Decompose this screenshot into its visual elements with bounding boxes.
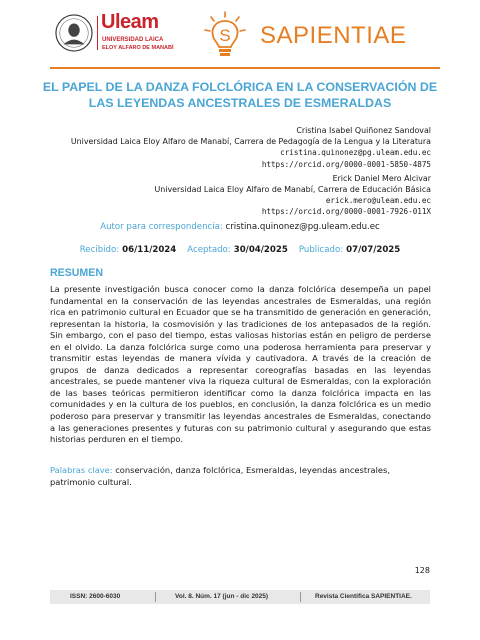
footer-volume: Vol. 8. Núm. 17 (jun - dic 2025): [175, 593, 269, 600]
dates-line: [40, 245, 440, 255]
footer-divider: [300, 592, 301, 602]
article-title: [40, 80, 440, 111]
correspondence-line: [40, 222, 440, 232]
header-rule: [50, 67, 440, 69]
keywords-line: [50, 465, 431, 488]
author-affiliation: Universidad Laica Eloy Alfaro de Manabí, Carrera de Educación Básica: [154, 185, 431, 195]
uleam-subtitle-1: UNIVERSIDAD LAICA: [102, 37, 164, 43]
page-number: 128: [414, 566, 430, 575]
author-name: Cristina Isabel Quiñonez Sandoval: [296, 126, 431, 135]
title-line-1: EL PAPEL DE LA DANZA FOLCLÓRICA EN LA CONSERVACIÓN DE: [42, 80, 438, 94]
keywords-label: Palabras clave:: [50, 465, 113, 475]
lightbulb-s-icon: [200, 10, 250, 62]
correspondence-email[interactable]: cristina.quinonez@pg.uleam.edu.ec: [225, 222, 380, 232]
footer-journal: Revista Científica SAPIENTIAE.: [315, 593, 412, 600]
author-2: [11, 173, 431, 218]
accepted-date: 30/04/2025: [233, 245, 288, 255]
correspondence-label: Autor para correspondencia:: [100, 222, 223, 232]
footer-issn: ISSN: 2600-6030: [70, 593, 121, 600]
title-line-2: LAS LEYENDAS ANCESTRALES DE ESMERALDAS: [88, 95, 392, 110]
received-date: 06/11/2024: [122, 245, 177, 255]
uleam-seal-logo: [55, 14, 93, 52]
uleam-divider: [97, 16, 98, 50]
received-label: Recibido:: [79, 245, 120, 255]
uleam-subtitle-2: ELOY ALFARO DE MANABÍ: [102, 45, 174, 51]
page-header: [50, 10, 440, 62]
author-email[interactable]: cristina.quinonez@pg.uleam.edu.ec: [280, 148, 431, 158]
author-name: Erick Daniel Mero Alcivar: [332, 173, 431, 183]
author-orcid[interactable]: https://orcid.org/0000-0001-5850-4875: [261, 159, 431, 169]
page-footer: [50, 590, 430, 604]
abstract-heading: RESUMEN: [50, 267, 103, 279]
journal-wordmark: SAPIENTIAE: [260, 22, 407, 49]
author-email[interactable]: erick.mero@uleam.edu.ec: [325, 196, 431, 206]
author-list: [11, 125, 431, 221]
published-date: 07/07/2025: [346, 245, 401, 255]
author-1: [11, 125, 431, 170]
abstract-body: La presente investigación busca conocer como la danza folclórica desempeña un papel fundamental en la conservación de las leyendas ancestrales de Esmeraldas, una región rica en patrimonio cultural en Ecuador que se ha transmitido de generación en generación, representan la historia, la cosmovisión y las tradiciones de los antepasados de la región. Sin embargo, con el paso del tiempo, estas valiosas historias están en peligro de perderse en el olvido. La danza folclórica surge como una poderosa herramienta para preservar y transmitir estas leyendas de manera vívida y cautivadora. A través de la creación de grupos de danza dedicados a representar coreografías basadas en las leyendas ancestrales, se puede mantener viva la riqueza cultural de Esmeraldas, con la exploración de las bases teóricas permitieron identificar como la danza folclórica impacta en las comunidades y en la cultura de los pueblos, en conclusión, la danza folclórica es un medio poderoso para preservar y transmitir las leyendas ancestrales de Esmeraldas, conectando a las generaciones presentes y futuras con su patrimonio cultural y asegurando que estas historias perduren en el tiempo.: [50, 284, 431, 445]
published-label: Publicado:: [298, 245, 344, 255]
author-orcid[interactable]: https://orcid.org/0000-0001-7926-011X: [261, 207, 431, 217]
footer-divider: [155, 592, 156, 602]
svg-text:S: S: [219, 26, 231, 45]
uleam-wordmark: Uleam: [101, 11, 159, 33]
keywords-text: conservación, danza folclórica, Esmeraldas, leyendas ancestrales, patrimonio cultural.: [50, 465, 390, 487]
author-affiliation: Universidad Laica Eloy Alfaro de Manabí, Carrera de Pedagogía de la Lengua y la Literatura: [70, 137, 431, 147]
accepted-label: Aceptado:: [187, 245, 231, 255]
